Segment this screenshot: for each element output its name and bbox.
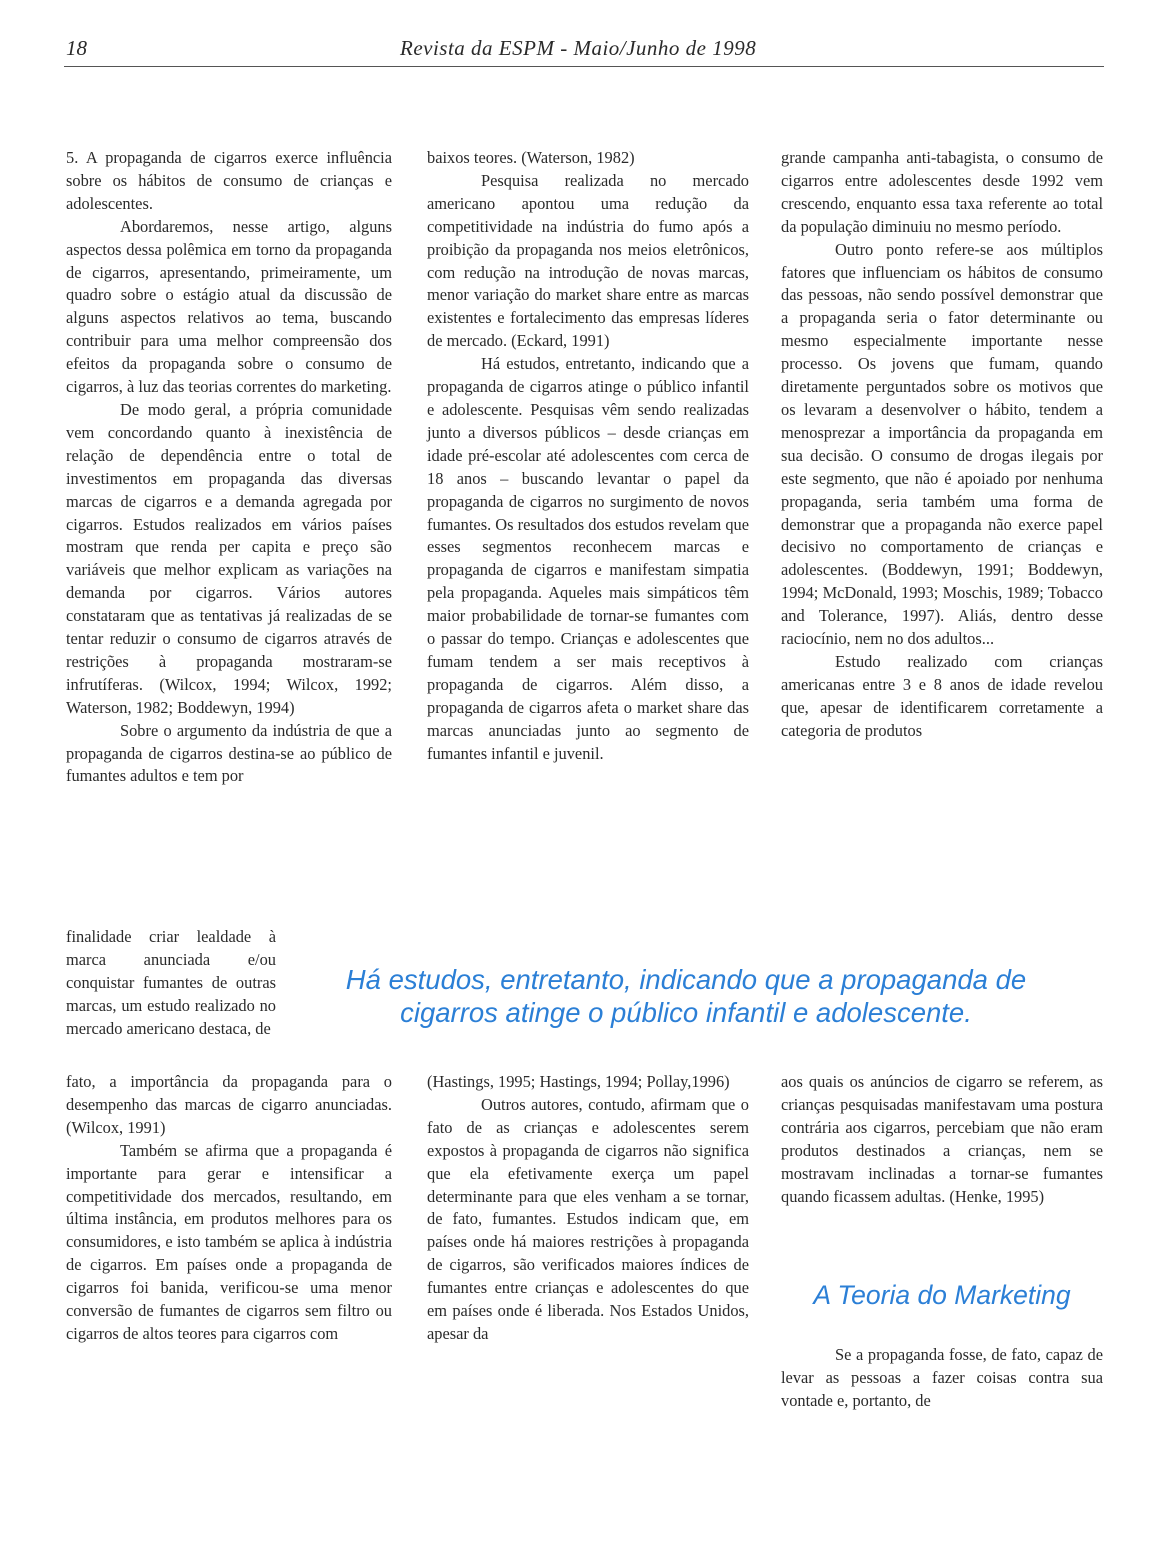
column-3-top — [781, 147, 1103, 743]
column-1-top — [66, 147, 392, 788]
paragraph: 5. A propaganda de cigarros exerce influência sobre os hábitos de consumo de crianças e adolescentes. — [66, 148, 392, 213]
paragraph: De modo geral, a própria comunidade vem concordando quanto à inexistência de relação de dependência entre o total de investimentos em propaganda das diversas marcas de cigarros e a demanda agregada por cigarros. Estudos realizados em vários países mostram que renda per capita e preço são variáveis que melhor explicam as variações na demanda por cigarros. Vários autores constataram que as tentativas já realizadas de se tentar reduzir o consumo de cigarros através de restrições à propaganda mostraram-se infrutíferas. (Wilcox, 1994; Wilcox, 1992; Waterson, 1982; Boddewyn, 1994) — [66, 399, 392, 717]
column-2-bottom — [427, 1071, 749, 1346]
paragraph: Outro ponto refere-se aos múltiplos fatores que influenciam os hábitos de consumo das pessoas, não sendo possível demonstrar que a propaganda seria o fator determinante ou mesmo especialmente importante nesse processo. Os jovens que fumam, quando diretamente perguntados sobre os motivos que os levaram a desenvolver o hábito, tendem a menosprezar a importância da propaganda em sua decisão. O consumo de drogas ilegais por este segmento, que não é apoiado por nenhuma propaganda, seria também uma forma de demonstrar que a propaganda não exerce papel decisivo no comportamento de crianças e adolescentes. (Boddewyn, 1991; Boddewyn, 1994; McDonald, 1993; Moschis, 1989; Tobacco and Tolerance, 1997). Aliás, dentro desse raciocínio, nem no dos adultos... — [781, 239, 1103, 649]
column-3-bottom — [781, 1071, 1103, 1208]
pull-quote: Há estudos, entretanto, indicando que a propaganda de cigarros atinge o público infantil e adolescente. — [345, 964, 1027, 1028]
paragraph: aos quais os anúncios de cigarro se referem, as crianças pesquisadas manifestavam uma postura contrária aos cigarros, percebiam que não eram produtos destinados a crianças, nem se mostravam inclinadas a tornar-se fumantes quando ficassem adultas. (Henke, 1995) — [781, 1072, 1103, 1206]
paragraph: Estudo realizado com crianças americanas entre 3 e 8 anos de idade revelou que, apesar de identificarem corretamente a categoria de produtos — [781, 651, 1103, 740]
paragraph: Há estudos, entretanto, indicando que a propaganda de cigarros atinge o público infantil e adolescente. Pesquisas vêm sendo realizadas junto a diversos públicos – desde crianças em idade pré-escolar até adolescentes com cerca de 18 anos – buscando levantar o papel da propaganda de cigarros no surgimento de novos fumantes. Os resultados dos estudos revelam que esses segmentos reconhecem marcas e propaganda de cigarros e manifestam simpatia pela propaganda. Aqueles mais simpáticos têm maior probabilidade de tornar-se fumantes com o passar do tempo. Crianças e adolescentes que fumam tendem a ser mais receptivos à propaganda de cigarros. Além disso, a propaganda de cigarros afeta o market share das marcas anunciadas junto ao segmento de fumantes infantil e juvenil. — [427, 354, 749, 763]
paragraph: baixos teores. (Waterson, 1982) — [427, 148, 635, 167]
paragraph: Se a propaganda fosse, de fato, capaz de levar as pessoas a fazer coisas contra sua vontade e, portanto, de — [781, 1345, 1103, 1410]
column-2-top — [427, 147, 749, 765]
section-heading: A Teoria do Marketing — [813, 1280, 1071, 1310]
running-head: Revista da ESPM - Maio/Junho de 1998 — [400, 36, 757, 60]
paragraph: Outros autores, contudo, afirmam que o fato de as crianças e adolescentes serem expostos à propaganda de cigarros não significa que ela efetivamente exerça um papel determinante para que eles venham a se tornar, de fato, fumantes. Estudos indicam que, em países onde há maiores restrições à propaganda de cigarros, são verificados maiores índices de fumantes entre crianças e adolescentes do que em países onde é liberada. Nos Estados Unidos, apesar da — [427, 1094, 749, 1343]
header-rule — [64, 66, 1104, 67]
paragraph: finalidade criar lealdade à marca anunciada e/ou conquistar fumantes de outras marcas, um estudo realizado no mercado americano destaca, de — [66, 927, 276, 1038]
column-1-bottom — [66, 1071, 392, 1346]
paragraph: grande campanha anti-tabagista, o consumo de cigarros entre adolescentes desde 1992 vem crescendo, enquanto essa taxa referente ao total da população diminuiu no mesmo período. — [781, 148, 1103, 236]
paragraph: (Hastings, 1995; Hastings, 1994; Pollay,1996) — [427, 1072, 730, 1091]
paragraph: Também se afirma que a propaganda é importante para gerar e intensificar a competitividade dos mercados, resultando, em última instância, em produtos melhores para os consumidores, e isto também se aplica à indústria de cigarros. Em países onde a propaganda de cigarros foi banida, verificou-se uma menor conversão de fumantes de cigarros sem filtro ou cigarros de altos teores para cigarros com — [66, 1140, 392, 1343]
paragraph: Pesquisa realizada no mercado americano apontou uma redução da competitividade na indústria do fumo após a proibição da propaganda nos meios eletrônicos, com redução na introdução de novas marcas, menor variação do market share entre as marcas existentes e fortalecimento das empresas líderes de mercado. (Eckard, 1991) — [427, 170, 749, 351]
column-3-final — [781, 1344, 1103, 1413]
paragraph: fato, a importância da propaganda para o desempenho das marcas de cigarro anunciadas. (Wilcox, 1991) — [66, 1072, 392, 1137]
column-1-wrap — [66, 926, 276, 1041]
paragraph: Abordaremos, nesse artigo, alguns aspectos dessa polêmica em torno da propaganda de cigarros, apresentando, primeiramente, um quadro sobre o estágio atual da discussão de alguns aspectos relativos ao tema, buscando contribuir para uma melhor compreensão dos efeitos da propaganda sobre o consumo de cigarros, à luz das teorias correntes do marketing. — [66, 216, 392, 397]
paragraph: Sobre o argumento da indústria de que a propaganda de cigarros destina-se ao público de fumantes adultos e tem por — [66, 720, 392, 786]
page-number: 18 — [66, 36, 87, 60]
